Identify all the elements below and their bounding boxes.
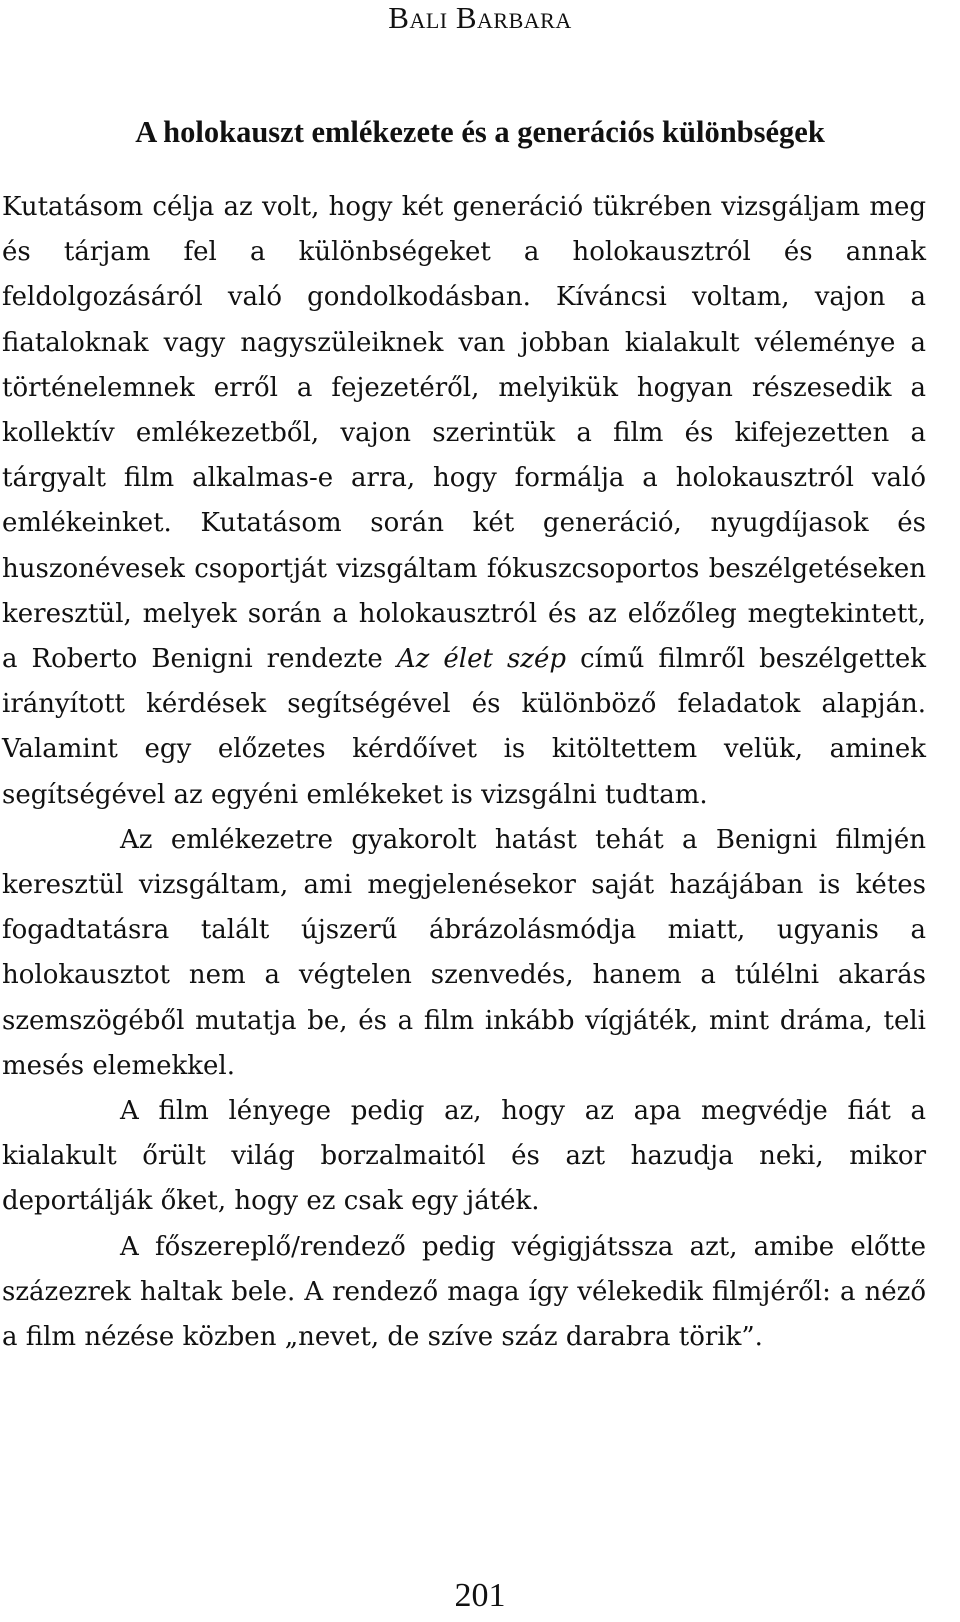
running-head-author: Bali Barbara	[388, 0, 572, 35]
film-title-italic: Az élet szép	[396, 644, 567, 675]
page-number: 201	[454, 1577, 506, 1614]
chapter-title: A holokauszt emlékezete és a generációs különbségek	[135, 115, 825, 150]
paragraph-1-text-end: című filmről beszélgettek irányított kérdések segítségével és különböző feladatok alapján. Valamint egy előzetes kérdőívet is kitöltettem velük, aminek segítségével az egyéni emlékeket is vizsgálni tudtam.	[2, 644, 926, 810]
paragraph-1	[2, 185, 926, 818]
paragraph-4: A főszereplő/rendező pedig végigjátssza azt, amibe előtte százezrek haltak bele. A rendező maga így vélekedik filmjéről: a néző a film nézése közben „nevet, de szíve száz darabra törik”.	[2, 1231, 926, 1353]
paragraph-1-text-start: Kutatásom célja az volt, hogy két generáció tükrében vizsgáljam meg és tárjam fel a különbségeket a holokausztról és annak feldolgozásáról való gondolkodásban. Kíváncsi voltam, vajon a fiataloknak vagy nagyszüleiknek van jobban kialakult véleménye a történelemnek erről a fejezetéről, melyikük hogyan részesedik a kollektív emlékezetből, vajon szerintük a film és kifejezetten a tárgyalt film alkalmas-e arra, hogy formálja a holokausztról való emlékeinket. Kutatásom során két generáció, nyugdíjasok és huszonévesek csoportját vizsgáltam fókuszcsoportos beszélgetéseken keresztül, melyek során a holokausztról és az előzőleg megtekintett, a Roberto Benigni rendezte	[2, 192, 926, 675]
body-text	[2, 185, 926, 1360]
paragraph-2: Az emlékezetre gyakorolt hatást tehát a Benigni filmjén keresztül vizsgáltam, ami megjelenésekor saját hazájában is kétes fogadtatásra talált újszerű ábrázolásmódja miatt, ugyanis a holokausztot nem a végtelen szenvedés, hanem a túlélni akarás szemszögéből mutatja be, és a film inkább vígjáték, mint dráma, teli mesés elemekkel.	[2, 824, 926, 1081]
paragraph-3: A film lényege pedig az, hogy az apa megvédje fiát a kialakult őrült világ borzalmaitól és azt hazudja neki, mikor deportálják őket, hogy ez csak egy játék.	[2, 1096, 926, 1217]
